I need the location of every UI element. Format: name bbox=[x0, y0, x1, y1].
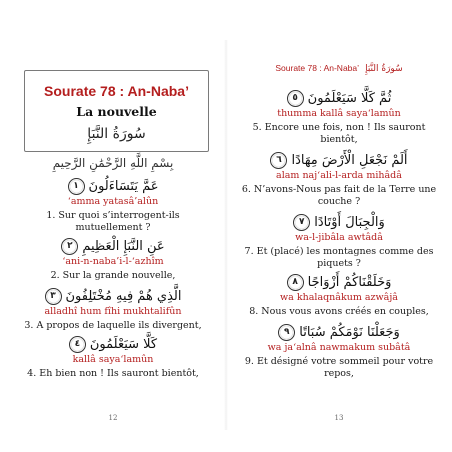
verse-translation: 8. Nous vous avons créés en couples, bbox=[249, 306, 429, 317]
running-header-arabic: سُورَةُ النَّبَإِ bbox=[365, 64, 403, 74]
surah-title-box bbox=[24, 70, 209, 152]
verse-8 bbox=[226, 272, 452, 318]
verse-arabic: عَمَّ يَتَسَاءَلُونَ bbox=[88, 178, 159, 194]
verse-arabic: وَالْجِبَالَ أَوْتَادًا bbox=[314, 214, 385, 230]
verse-transliteration: alladhî hum fîhi mukhtalifûn bbox=[44, 306, 182, 317]
verse-6 bbox=[226, 150, 452, 208]
ayah-number-icon: ٧ bbox=[293, 214, 310, 231]
verse-3 bbox=[0, 286, 226, 332]
verse-7 bbox=[226, 212, 452, 270]
verse-arabic: أَلَمْ نَجْعَلِ الْأَرْضَ مِهَادًا bbox=[291, 152, 408, 168]
page-number: 12 bbox=[108, 414, 118, 422]
ayah-number-icon: ٣ bbox=[45, 288, 62, 305]
verse-4 bbox=[0, 334, 226, 380]
verse-transliteration: thumma kallâ saya‘lamûn bbox=[277, 108, 401, 119]
verse-transliteration: kallâ saya‘lamûn bbox=[72, 354, 154, 365]
page-number: 13 bbox=[334, 414, 344, 422]
verse-translation: 6. N’avons-Nous pas fait de la Terre une couche ? bbox=[241, 184, 437, 207]
verse-arabic: وَخَلَقْنَاكُمْ أَزْوَاجًا bbox=[307, 274, 392, 290]
verse-transliteration: alam naj‘ali-l-arda mihâdâ bbox=[276, 170, 402, 181]
verse-translation: 2. Sur la grande nouvelle, bbox=[50, 270, 176, 281]
verse-translation: 5. Encore une fois, non ! Ils sauront bientôt, bbox=[252, 122, 426, 145]
verse-transliteration: ‘ani-n-naba’i-l-‘azhîm bbox=[62, 256, 164, 267]
verse-arabic: وَجَعَلْنَا نَوْمَكُمْ سُبَاتًا bbox=[299, 324, 400, 340]
verse-5 bbox=[226, 88, 452, 146]
verse-2 bbox=[0, 236, 226, 282]
verse-arabic: ثُمَّ كَلَّا سَيَعْلَمُونَ bbox=[307, 90, 392, 106]
ayah-number-icon: ١ bbox=[68, 178, 85, 195]
verse-arabic: عَنِ النَّبَإِ الْعَظِيمِ bbox=[82, 238, 165, 254]
ayah-number-icon: ٦ bbox=[270, 152, 287, 169]
verse-translation: 1. Sur quoi s’interrogent-ils mutuellement ? bbox=[46, 210, 180, 233]
verse-transliteration: wa ja‘alnâ nawmakum subâtâ bbox=[267, 342, 411, 353]
ayah-number-icon: ٨ bbox=[287, 274, 304, 291]
running-header-text: Sourate 78 : An-Naba’ bbox=[275, 63, 359, 73]
right-page bbox=[226, 0, 452, 452]
ayah-number-icon: ٩ bbox=[278, 324, 295, 341]
verse-1 bbox=[0, 176, 226, 234]
verse-transliteration: wa-l-jibâla awtâdâ bbox=[295, 232, 383, 243]
verse-translation: 3. A propos de laquelle ils divergent, bbox=[24, 320, 202, 331]
ayah-number-icon: ٢ bbox=[61, 238, 78, 255]
basmala: بِسْمِ اللَّهِ الرَّحْمَٰنِ الرَّحِيمِ bbox=[52, 156, 174, 170]
verse-transliteration: wa khalaqnâkum azwâjâ bbox=[280, 292, 398, 303]
surah-subtitle: La nouvelle bbox=[76, 104, 157, 119]
ayah-number-icon: ٥ bbox=[287, 90, 304, 107]
verse-transliteration: ‘amma yatasâ’alûn bbox=[67, 196, 159, 207]
surah-title: Sourate 78 : An-Naba’ bbox=[44, 83, 189, 99]
verse-translation: 9. Et désigné votre sommeil pour votre repos, bbox=[244, 356, 434, 379]
verse-arabic: الَّذِي هُمْ فِيهِ مُخْتَلِفُونَ bbox=[65, 288, 182, 304]
ayah-number-icon: ٤ bbox=[69, 336, 86, 353]
verse-9 bbox=[226, 322, 452, 380]
running-header bbox=[226, 63, 452, 74]
verse-translation: 7. Et (placé) les montagnes comme des piquets ? bbox=[244, 246, 434, 269]
verse-arabic: كَلَّا سَيَعْلَمُونَ bbox=[89, 336, 158, 352]
surah-arabic-title: سُورَةُ النَّبَإِ bbox=[87, 126, 146, 142]
verse-translation: 4. Eh bien non ! Ils sauront bientôt, bbox=[27, 368, 199, 379]
